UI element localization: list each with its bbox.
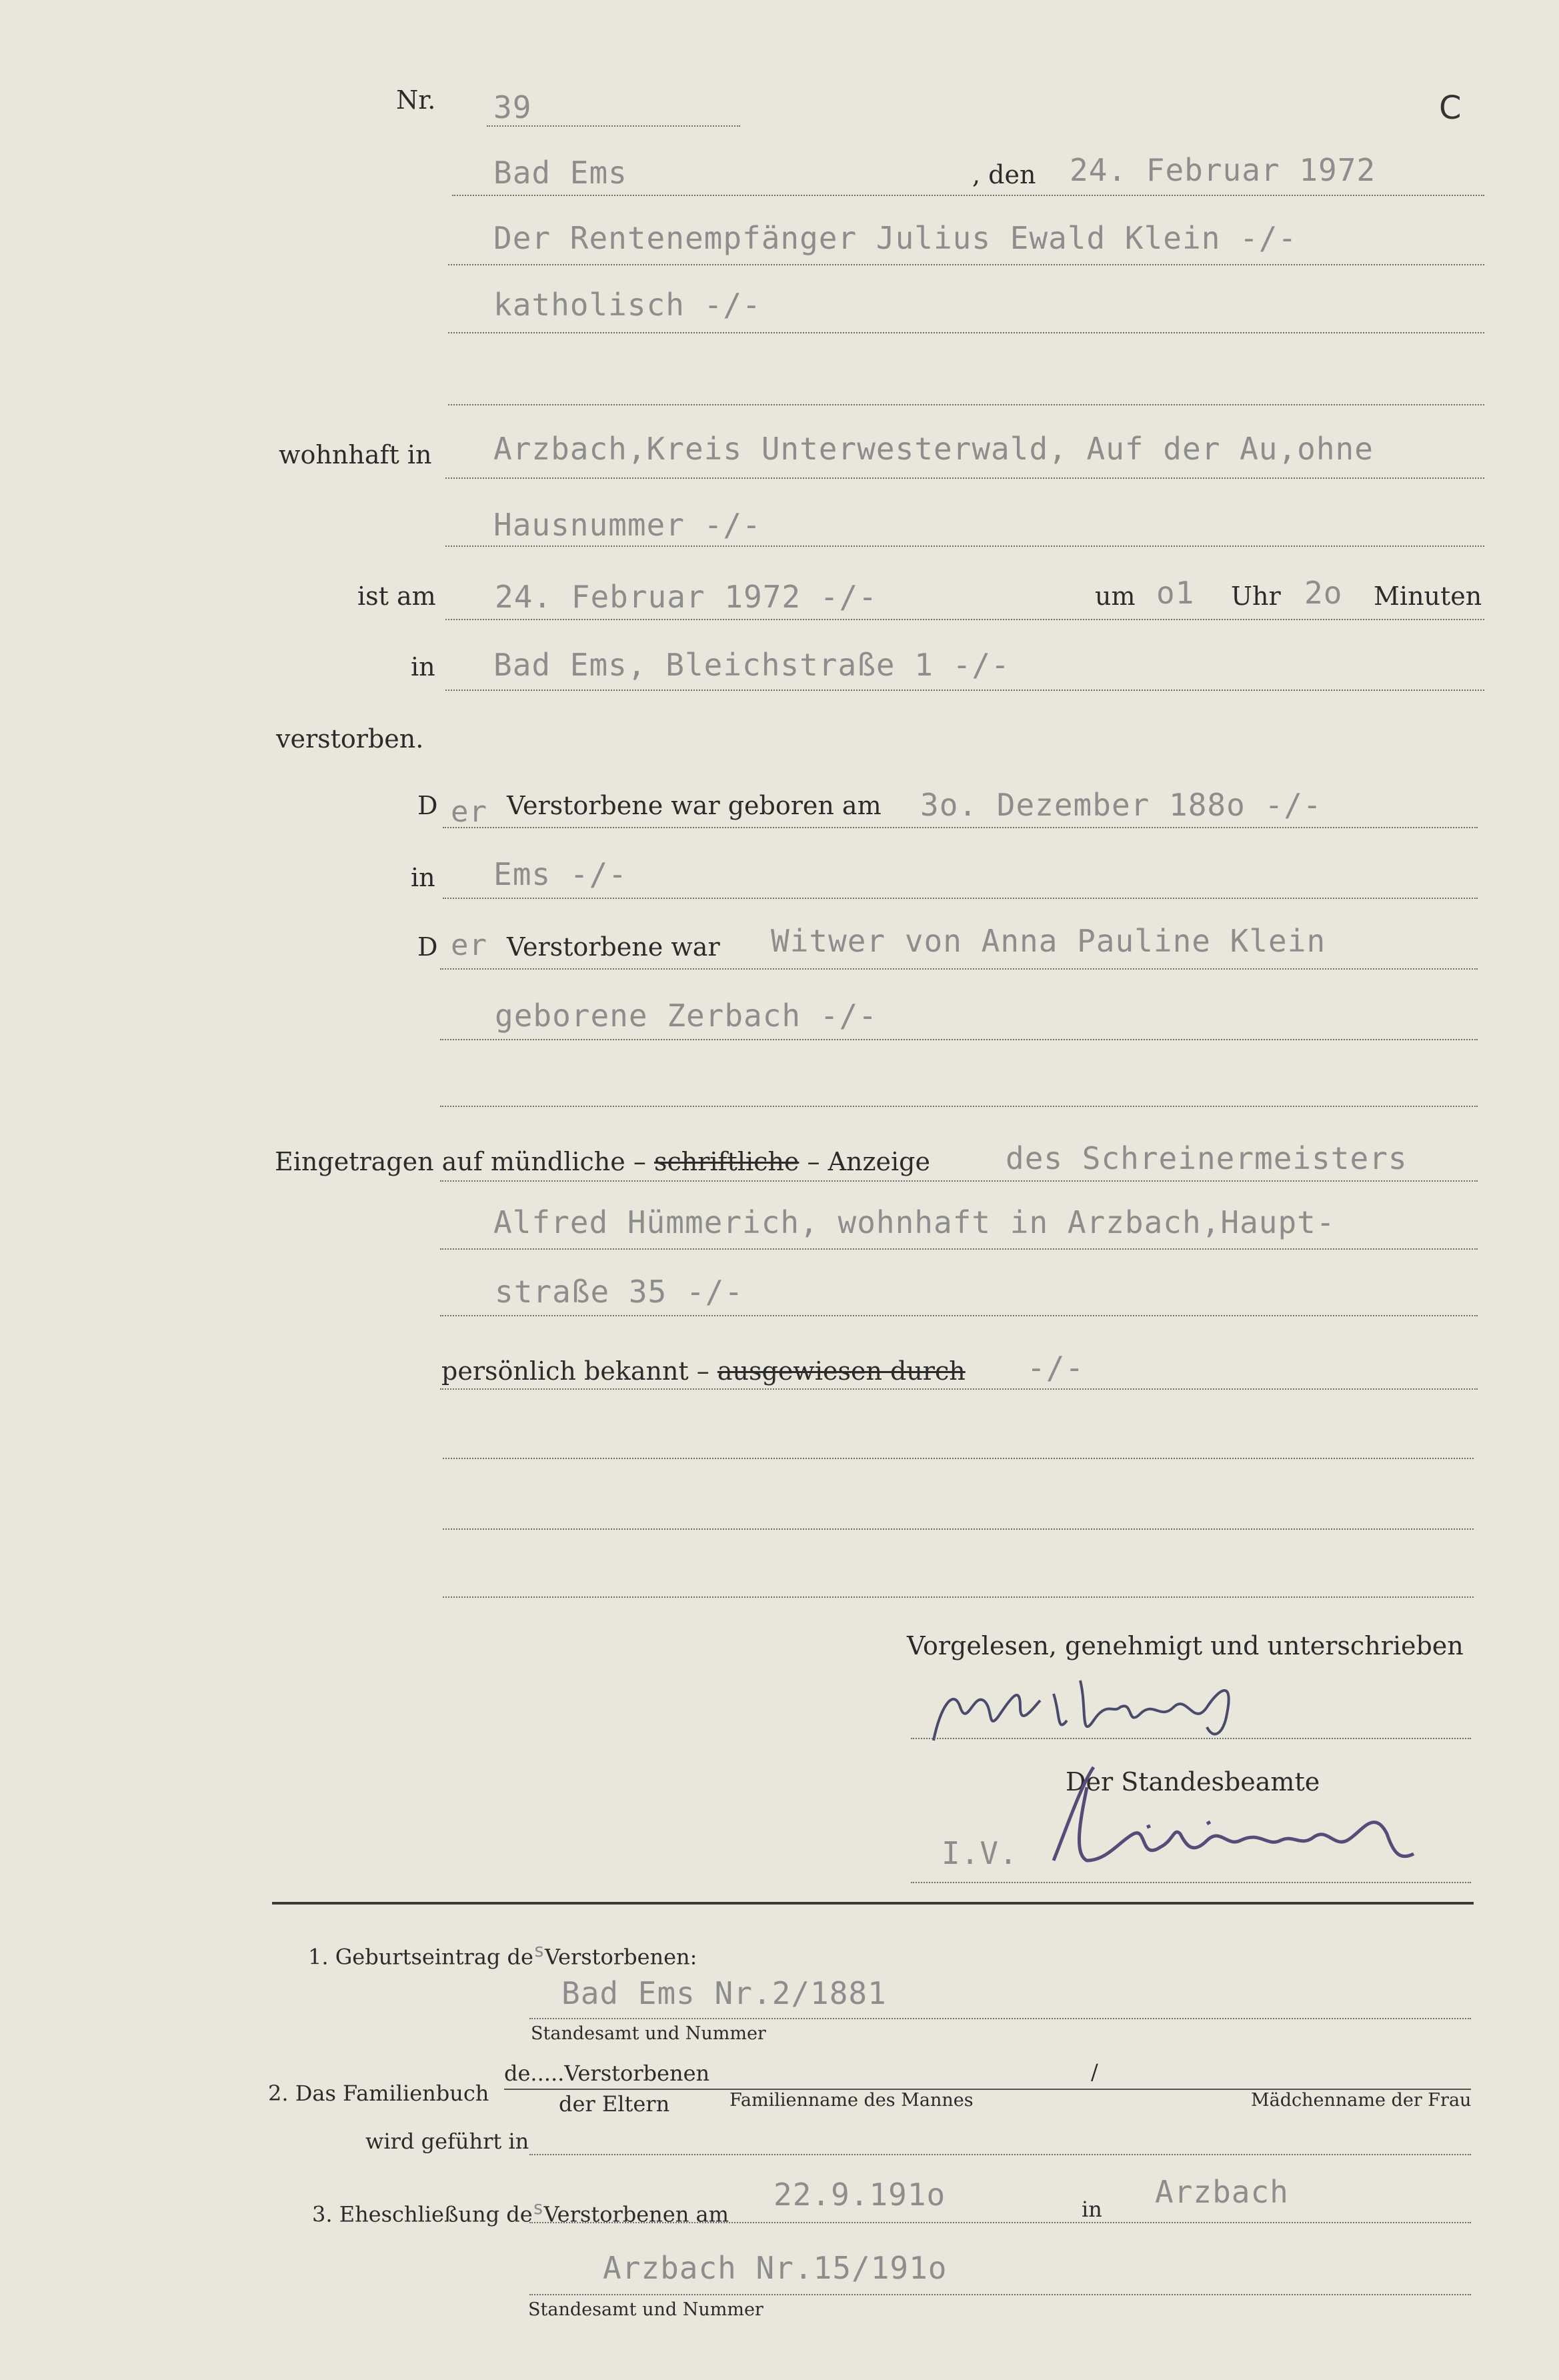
report-label-strike: schriftliche [653,1147,800,1176]
note-2-label: 2. Das Familienbuch [268,2081,489,2106]
report-line-1-rule [440,1180,1478,1182]
registrar-signature-rule [911,1882,1471,1883]
note-2-wird-rule [529,2154,1471,2155]
status-line-1: Witwer von Anna Pauline Klein [771,923,1326,959]
note-3-rule [529,2222,1471,2223]
note-1-value: Bad Ems Nr.2/1881 [561,1975,887,2011]
registrar-label: Der Standesbeamte [1066,1767,1320,1797]
den-label: , den [972,160,1036,189]
identity-label [441,1356,966,1386]
report-line-2-rule [440,1248,1478,1250]
note-1-rule [529,2018,1471,2019]
note-1-typed: s [533,1939,545,1961]
birth-place-rule [443,898,1478,899]
identity-value: -/- [1027,1350,1085,1386]
registrar-signature [1040,1747,1440,1887]
note-3-in: in [1082,2197,1102,2222]
corner-letter: C [1439,89,1462,127]
report-line-3-rule [440,1315,1478,1316]
note-1-label [308,1939,697,1970]
report-label-part1: Eingetragen auf mündliche – [275,1147,646,1176]
report-line-2: Alfred Hümmerich, wohnhaft in Arzbach,Haupt- [493,1204,1336,1240]
note-3-value-rule [529,2294,1471,2295]
note-3-label-b: Verstorbenen am [543,2201,729,2227]
status-label: Verstorbene war [507,932,720,962]
birth-label: Verstorbene war geboren am [507,791,882,820]
blank-rule-2 [443,1528,1474,1530]
blank-rule-3 [443,1596,1474,1598]
note-1-label-a: 1. Geburtseintrag de [308,1944,533,1970]
iv-label: I.V. [942,1835,1018,1871]
person-line-2: katholisch -/- [493,287,761,323]
note-1-caption: Standesamt und Nummer [531,2023,766,2044]
residence-label: wohnhaft in [279,440,432,469]
death-date-rule [445,619,1484,620]
nr-value: 39 [493,89,532,125]
note-3-value: Arzbach Nr.15/191o [603,2250,948,2286]
note-3-place: Arzbach [1155,2174,1289,2210]
identity-rule [440,1388,1478,1390]
section-divider [272,1902,1474,1905]
birth-in-label: in [411,863,435,892]
note-1-label-b: Verstorbenen: [544,1944,697,1970]
report-label [275,1147,930,1176]
note-3-date: 22.9.191o [773,2177,946,2213]
nr-label: Nr. [396,85,436,115]
status-line-1-rule [440,968,1478,970]
death-minutes: 2o [1304,575,1343,611]
informant-signature-rule [911,1738,1471,1739]
um-label: um [1095,581,1136,611]
person-line-1: Der Rentenempfänger Julius Ewald Klein -/- [493,220,1298,256]
residence-line-1: Arzbach,Kreis Unterwesterwald, Auf der Au,ohne [493,431,1374,467]
note-3-typed: s [532,2197,544,2219]
verstorben-label: verstorben. [276,724,424,754]
report-line-3: straße 35 -/- [495,1274,744,1310]
status-line-2-rule [440,1039,1478,1040]
blank-rule-1 [443,1458,1474,1459]
status-line-2: geborene Zerbach -/- [495,998,878,1034]
status-blank-rule [440,1106,1478,1107]
minuten-label: Minuten [1374,581,1482,611]
person-line-1-rule [448,264,1484,265]
note-2-wird: wird geführt in [365,2129,529,2154]
report-label-part2: – Anzeige [807,1147,930,1176]
informant-signature [920,1667,1294,1754]
read-approved-text: Vorgelesen, genehmigt und unterschrieben [907,1631,1464,1660]
note-2-der-eltern: der Eltern [559,2091,670,2117]
birth-place: Ems -/- [493,856,627,892]
note-2-caption-man: Familienname des Mannes [729,2090,974,2111]
identity-known: persönlich bekannt – [441,1356,709,1386]
place-date-line [452,195,1484,196]
note-2-de-verstorbenen: de.....Verstorbenen [504,2061,710,2086]
birth-date-rule [443,827,1478,828]
birth-d-label: D [417,791,438,820]
identity-strike: ausgewiesen durch [717,1356,966,1386]
residence-line-2-rule [445,545,1484,547]
report-line-1: des Schreinermeisters [1006,1140,1408,1176]
death-in-label: in [411,652,435,682]
death-hour: o1 [1156,575,1195,611]
nr-line [487,125,740,127]
status-d-label: D [417,932,438,962]
status-er-typed: er [451,928,487,962]
person-line-2-rule [448,332,1484,333]
death-date: 24. Februar 1972 -/- [495,579,878,615]
blank-line [448,404,1484,405]
residence-line-2: Hausnummer -/- [493,507,761,543]
death-place: Bad Ems, Bleichstraße 1 -/- [493,647,1010,683]
date-value: 24. Februar 1972 [1070,152,1376,188]
birth-date: 3o. Dezember 188o -/- [920,787,1322,823]
residence-line-1-rule [445,477,1484,479]
uhr-label: Uhr [1231,581,1281,611]
death-place-rule [445,690,1484,691]
ist-am-label: ist am [357,581,436,611]
note-2-slash: / [1091,2059,1098,2085]
place-value: Bad Ems [493,155,627,191]
birth-er-typed: er [451,795,487,829]
note-2-caption-woman: Mädchenname der Frau [1251,2090,1472,2111]
note-3-label-a: 3. Eheschließung de [312,2201,533,2227]
note-3-caption: Standesamt und Nummer [528,2299,763,2320]
